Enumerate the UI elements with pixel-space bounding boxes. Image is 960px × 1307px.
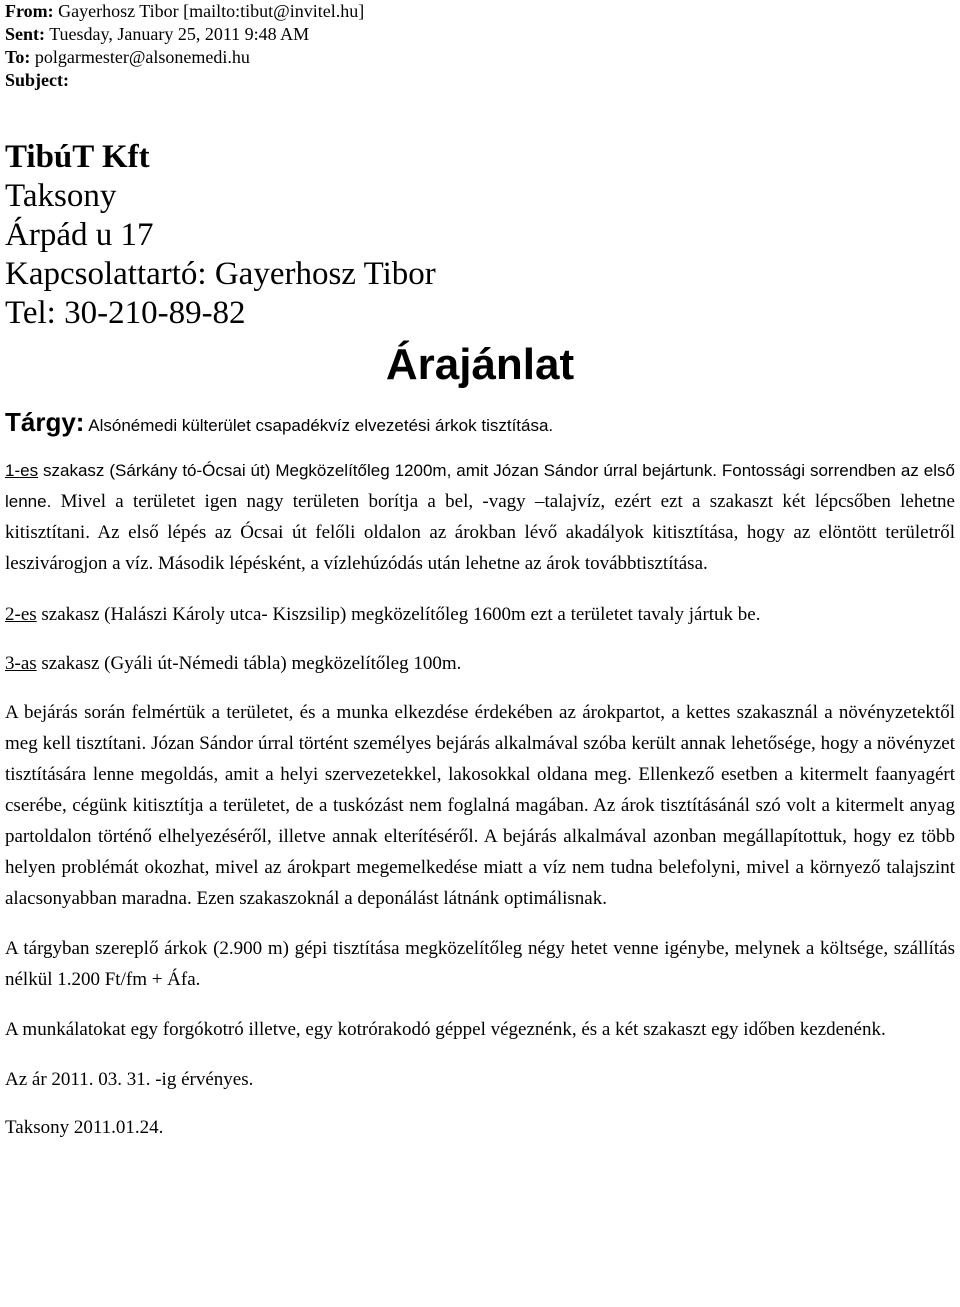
section-2-paragraph xyxy=(5,599,955,630)
offer-title: Árajánlat xyxy=(385,340,575,389)
to-label: To: xyxy=(5,47,31,67)
email-subject-line xyxy=(5,69,955,92)
survey-paragraph: A bejárás során felmértük a területet, és a munka elkezdése érdekében az árokpartot, a kettes szakasznál a növényzetektől meg kell tisztítani. Józan Sándor úrral történt személyes bejárás alkalmával szóba került annak lehetősége, hogy a növényzet tisztítására lenne megoldás, amit a helyi szervezetekkel, lakosokkal oldana meg. Ellenkező esetben a kitermelt faanyagért cserébe, cégünk kitisztítja a területet, de a tuskózást nem foglalná magában. Az árok tisztításánál szó volt a kitermelt anyag partoldalon történő elhelyezéséről, illetve annak elterítéséről. A bejárás alkalmával azonban megállapítottuk, hogy ez több helyen problémát okozhat, mivel az árokpart megemelkedése miatt a víz nem tudna belefolyni, mivel a környező talajszint alacsonyabban maradna. Ezen szakaszoknál a deponálást látnánk optimálisnak. xyxy=(5,702,955,909)
section-2-label: 2-es xyxy=(5,604,37,625)
section-3-label: 3-as xyxy=(5,653,37,674)
document-subject-label: Tárgy: xyxy=(5,407,85,437)
section-1-text-b: Mivel a területet igen nagy területen borítja a bel, -vagy –talajvíz, ezért ezt a szakaszt két lépcsőben lehetne kitisztítani. Az első lépés az Ócsai út felőli oldalon az árokban lévő akadályok kitisztítása, hogy az elöntött területről leszivárogjon a víz. Második lépésként, a vízlehúzódás után lehetne az árok továbbtisztítása. xyxy=(5,491,955,574)
cost-paragraph: A tárgyban szereplő árkok (2.900 m) gépi tisztítása megközelítőleg négy hetet venne igénybe, melynek a költsége, szállítás nélkül 1.200 Ft/fm + Áfa. xyxy=(5,938,955,990)
email-sent-line xyxy=(5,23,955,46)
section-1-label: 1-es xyxy=(5,461,39,480)
email-from-line xyxy=(5,0,955,23)
company-name: TibúT Kft xyxy=(5,139,150,175)
company-city: Taksony xyxy=(5,178,117,214)
from-label: From: xyxy=(5,1,54,21)
section-3-paragraph xyxy=(5,648,955,679)
email-header xyxy=(5,0,955,92)
document-page xyxy=(5,0,955,1143)
company-contact: Kapcsolattartó: Gayerhosz Tibor xyxy=(5,256,436,292)
document-subject-value: Alsónémedi külterület csapadékvíz elvezetési árkok tisztítása. xyxy=(88,416,554,435)
section-1-text-a: szakasz (Sárkány tó-Ócsai út) Megközelítőleg 1200m, amit Józan Sándor úrral bejártunk. Fontossági sorrendben az első lenne. xyxy=(5,461,955,511)
document-subject xyxy=(5,407,955,441)
company-phone: Tel: 30-210-89-82 xyxy=(5,295,246,331)
company-block xyxy=(5,138,955,333)
subject-label: Subject: xyxy=(5,70,69,90)
place-date-paragraph: Taksony 2011.01.24. xyxy=(5,1117,164,1138)
section-2-text: szakasz (Halászi Károly utca- Kiszsilip) megközelítőleg 1600m ezt a területet tavaly jártuk be. xyxy=(36,604,761,625)
from-value: Gayerhosz Tibor [mailto:tibut@invitel.hu] xyxy=(58,1,365,21)
sent-label: Sent: xyxy=(5,24,45,44)
section-3-text: szakasz (Gyáli út-Némedi tábla) megközelítőleg 100m. xyxy=(36,653,462,674)
section-1-paragraph xyxy=(5,455,955,579)
validity-paragraph: Az ár 2011. 03. 31. -ig érvényes. xyxy=(5,1069,254,1090)
to-value: polgarmester@alsonemedi.hu xyxy=(34,47,250,67)
email-to-line xyxy=(5,46,955,69)
machines-paragraph: A munkálatokat egy forgókotró illetve, egy kotrórakodó géppel végeznénk, és a két szakaszt egy időben kezdenénk. xyxy=(5,1019,886,1040)
sent-value: Tuesday, January 25, 2011 9:48 AM xyxy=(49,24,310,44)
company-street: Árpád u 17 xyxy=(5,217,154,253)
